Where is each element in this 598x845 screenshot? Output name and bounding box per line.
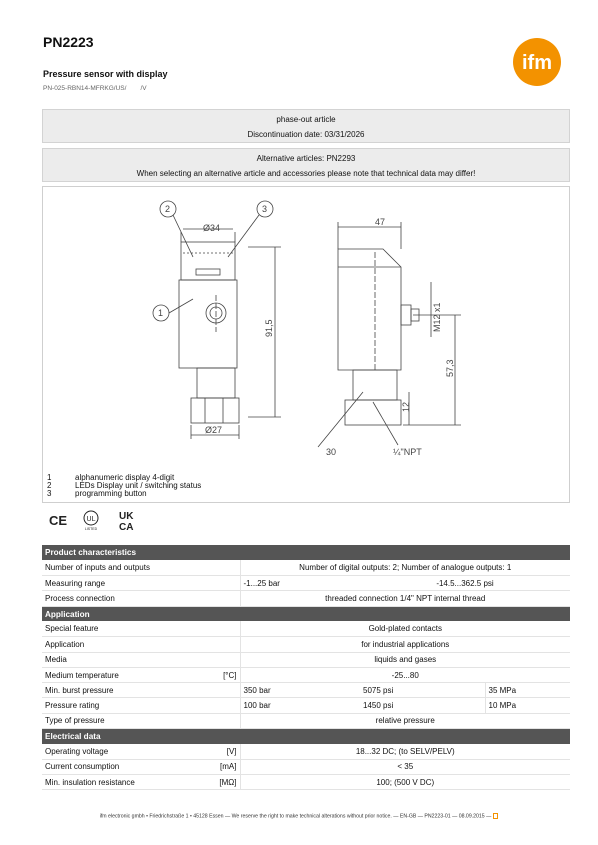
logo-text: ifm xyxy=(522,52,552,74)
table-row: Min. insulation resistance [MΩ] 100; (500 V DC) xyxy=(42,774,570,789)
table-row: Min. burst pressure 350 bar 5075 psi 35 MPa xyxy=(42,683,570,698)
footer-text: ifm electronic gmbh • Friedrichstraße 1 • 45128 Essen — We reserve the right to make technical alterations without prior notice. — EN-GB — PN2223-01 — 08.09.2015 — xyxy=(99,813,492,820)
dim-wrench-size: 30 xyxy=(326,447,337,457)
alternatives-note: When selecting an alternative article and accessories please note that technical data may differ! xyxy=(136,169,476,178)
page-icon xyxy=(493,813,498,819)
ul-mark: UL xyxy=(86,516,96,523)
alternatives-label: Alternative articles: PN2293 xyxy=(256,154,356,163)
phase-out-notice xyxy=(42,109,570,143)
table-row: Operating voltage [V] 18...32 DC; (to SELV/PELV) xyxy=(42,744,570,759)
dimension-drawing-svg xyxy=(43,187,571,504)
section-heading-electrical: Electrical data xyxy=(42,729,570,744)
ce-mark: CE xyxy=(49,513,68,528)
ifm-logo xyxy=(507,37,567,87)
table-row: Process connection threaded connection 1/4" NPT internal thread xyxy=(42,591,570,606)
section-heading-product: Product characteristics xyxy=(42,545,570,560)
table-row: Current consumption [mA] < 35 xyxy=(42,759,570,774)
legend-item: 2 LEDs Display unit / switching status xyxy=(47,481,202,490)
dim-diameter-34: Ø34 xyxy=(203,223,221,233)
dim-height: 91,5 xyxy=(264,319,274,337)
ukca-bottom: CA xyxy=(119,522,134,531)
legend-item: 3 programming button xyxy=(47,489,147,498)
dim-depth: 47 xyxy=(375,217,386,227)
callout-1: 1 xyxy=(158,308,164,318)
certification-marks xyxy=(47,509,142,531)
table-row: Medium temperature [°C] -25...80 xyxy=(42,667,570,682)
product-subtitle: Pressure sensor with display xyxy=(43,69,168,79)
alternatives-notice xyxy=(42,148,570,182)
discontinuation-date: Discontinuation date: 03/31/2026 xyxy=(247,130,365,139)
legend-item: 1 alphanumeric display 4-digit xyxy=(47,473,175,482)
table-row: Number of inputs and outputs Number of digital outputs: 2; Number of analogue outputs: 1 xyxy=(42,560,570,575)
page-footer xyxy=(0,813,598,819)
drawing-legend xyxy=(47,474,201,498)
article-code-suffix: /V xyxy=(140,85,147,92)
callout-3: 3 xyxy=(262,204,268,214)
table-row: Application for industrial applications xyxy=(42,637,570,652)
section-heading-application: Application xyxy=(42,606,570,621)
dim-thread: ¼"NPT xyxy=(393,447,422,457)
ukca-top: UK xyxy=(119,511,134,522)
article-code-main: PN-025-RBN14-MFRKG/US/ xyxy=(43,85,127,92)
table-row: Media liquids and gases xyxy=(42,652,570,667)
table-row: Type of pressure relative pressure xyxy=(42,713,570,728)
phase-out-label: phase-out article xyxy=(276,115,336,124)
dimension-drawing xyxy=(42,186,570,503)
callout-2: 2 xyxy=(165,204,171,214)
ul-listed: LISTED xyxy=(84,527,98,531)
dim-diameter-27: Ø27 xyxy=(205,425,223,435)
spec-table xyxy=(42,545,570,790)
dim-connector: M12 x1 xyxy=(432,302,442,332)
dim-connector-height: 57,3 xyxy=(445,359,455,377)
dim-thread-length: 12 xyxy=(401,401,411,412)
article-code xyxy=(43,85,147,92)
table-row: Special feature Gold-plated contacts xyxy=(42,621,570,636)
table-row: Pressure rating 100 bar 1450 psi 10 MPa xyxy=(42,698,570,713)
table-row: Measuring range -1...25 bar -14.5...362.5 psi xyxy=(42,576,570,591)
product-title: PN2223 xyxy=(43,34,94,50)
